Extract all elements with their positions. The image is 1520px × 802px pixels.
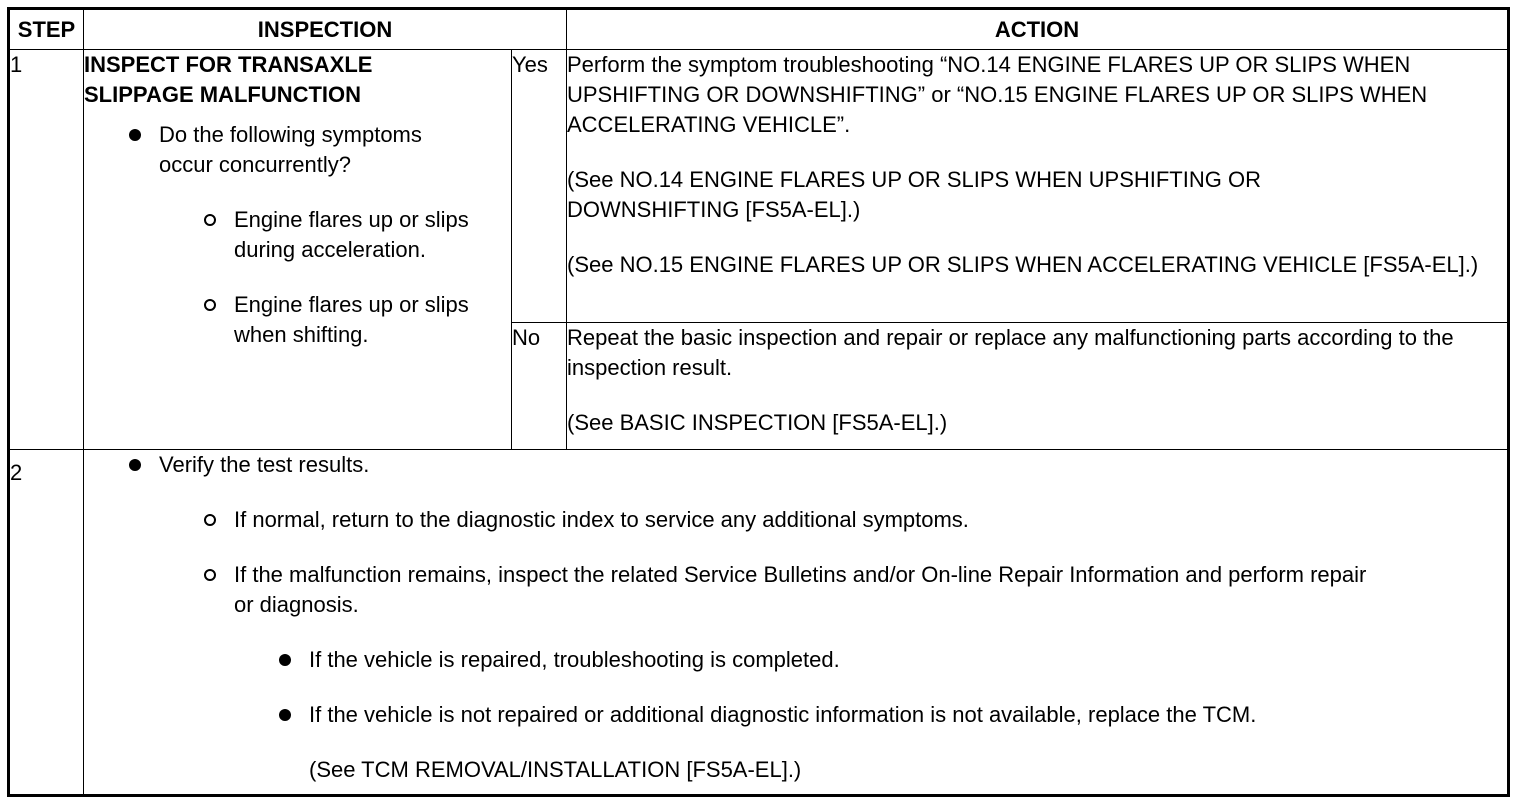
circle-bullet-icon [204,214,216,226]
step2-content-cell [84,450,1509,796]
action-column-header: ACTION [567,9,1509,50]
bullet-icon [279,654,291,666]
no-label: No [512,323,567,450]
diagnostic-procedure-table [7,7,1510,797]
step1-yes-row [9,50,1509,323]
step2-verify: Verify the test results. [84,450,1507,480]
step2-not-repaired: If the vehicle is not repaired or additional diagnostic information is not available, replace the TCM. [84,700,1507,730]
bullet-icon [279,709,291,721]
yes-action-reference: (See NO.14 ENGINE FLARES UP OR SLIPS WHEN UPSHIFTING OR DOWNSHIFTING [FS5A-EL].) [567,167,1261,222]
step1-number: 1 [9,50,84,450]
step-column-header: STEP [9,9,84,50]
circle-bullet-icon [204,569,216,581]
yes-action-cell [567,50,1509,323]
bullet-icon [129,459,141,471]
step1-title: INSPECT FOR TRANSAXLE SLIPPAGE MALFUNCTION [84,52,373,107]
yes-action-instruction: Perform the symptom troubleshooting “NO.14 ENGINE FLARES UP OR SLIPS WHEN UPSHIFTING OR DOWNSHIFTING” or “NO.15 ENGINE FLARES UP OR SLIPS WHEN ACCELERATING VEHICLE”. [567,52,1428,137]
step2-if-remains: If the malfunction remains, inspect the related Service Bulletins and/or On-line Repair Information and perform repair or diagnosis. [84,560,1507,620]
yes-action-reference: (See NO.15 ENGINE FLARES UP OR SLIPS WHEN ACCELERATING VEHICLE [FS5A-EL].) [567,252,1479,277]
bullet-icon [129,129,141,141]
step2-repaired: If the vehicle is repaired, troubleshooting is completed. [84,645,1507,675]
step1-question: Do the following symptoms occur concurrently? [84,120,511,180]
inspection-column-header: INSPECTION [84,9,567,50]
no-action-instruction: Repeat the basic inspection and repair or replace any malfunctioning parts according to the inspection result. [567,325,1454,380]
header-row [9,9,1509,50]
step2-tcm-reference: (See TCM REMOVAL/INSTALLATION [FS5A-EL].) [309,757,802,782]
step2-number: 2 [9,450,84,796]
step2-if-normal: If normal, return to the diagnostic index to service any additional symptoms. [84,505,1507,535]
symptom-item: Engine flares up or slips during acceleration. [84,205,511,265]
yes-label: Yes [512,50,567,323]
no-action-reference: (See BASIC INSPECTION [FS5A-EL].) [567,410,948,435]
circle-bullet-icon [204,299,216,311]
no-action-cell [567,323,1509,450]
circle-bullet-icon [204,514,216,526]
symptom-item: Engine flares up or slips when shifting. [84,290,511,350]
step2-row [9,450,1509,796]
step1-inspection-cell [84,50,512,450]
